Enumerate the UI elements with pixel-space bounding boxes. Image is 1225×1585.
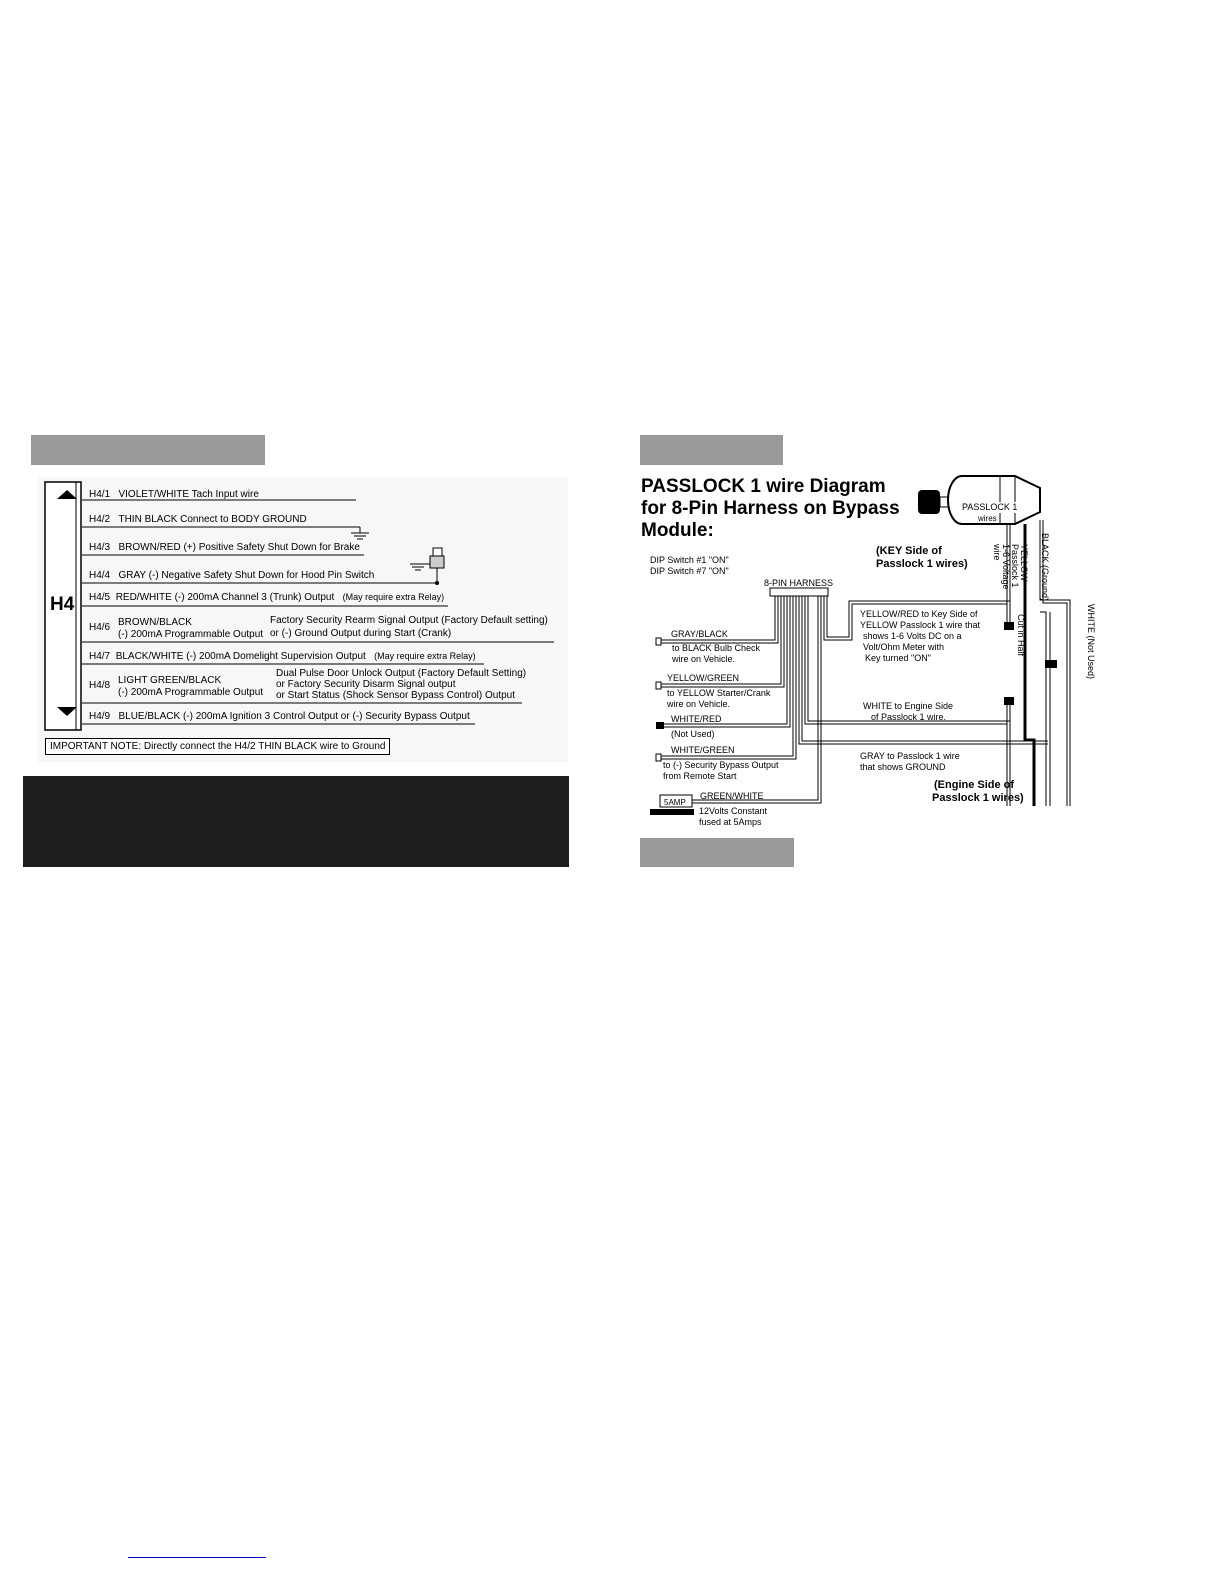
important-note: IMPORTANT NOTE: Directly connect the H4/2 THIN BLACK wire to Ground <box>45 738 390 755</box>
black-ground-vertical: BLACK (Ground) <box>1040 533 1050 602</box>
green-white-desc-2: fused at 5Amps <box>699 817 762 827</box>
pin-h4-6-id: H4/6 <box>89 622 111 633</box>
engine-side-label-2: Passlock 1 wires) <box>932 792 1024 804</box>
pin-note: (May require extra Relay) <box>374 651 476 661</box>
yellow-red-desc-2: YELLOW Passlock 1 wire that <box>860 620 981 630</box>
yellow-line-1: YELLOW <box>1019 544 1029 582</box>
white-red-label: WHITE/RED <box>671 714 722 724</box>
title-line-2: for 8-Pin Harness on Bypass <box>641 498 900 519</box>
pin-desc: BLUE/BLACK (-) 200mA Ignition 3 Control Output or (-) Security Bypass Output <box>118 711 470 722</box>
yellow-passlock-vertical <box>992 544 1028 590</box>
white-not-used-vertical: WHITE (Not Used) <box>1086 604 1096 680</box>
green-white-desc-1: 12Volts Constant <box>699 806 768 816</box>
pin-desc: THIN BLACK Connect to BODY GROUND <box>118 514 307 525</box>
pin-desc: RED/WHITE (-) 200mA Channel 3 (Trunk) Output <box>115 592 335 603</box>
pin-h4-8-line2: (-) 200mA Programmable Output <box>118 687 264 698</box>
yellow-green-desc-1: to YELLOW Starter/Crank <box>667 688 771 698</box>
pin-desc: BLACK/WHITE (-) 200mA Domelight Supervision Output <box>115 651 366 662</box>
pin-id: H4/2 <box>89 514 111 525</box>
pin-h4-6-line1: BROWN/BLACK <box>118 617 192 628</box>
fuse-label: 5AMP <box>664 798 686 807</box>
passlock-wires-label: wires <box>978 514 997 523</box>
pin-note: (May require extra Relay) <box>342 592 445 602</box>
white-engine-desc-2: of Passlock 1 wire. <box>871 712 947 722</box>
harness-label: 8-PIN HARNESS <box>764 578 834 588</box>
yellow-line-2: Passlock 1 <box>1010 544 1020 588</box>
gray-ground-desc-2: that shows GROUND <box>860 762 946 772</box>
passlock-label: PASSLOCK 1 <box>962 502 1018 512</box>
cut-in-half-vertical: Cut in Half <box>1016 614 1026 657</box>
pin-h4-8-id: H4/8 <box>89 680 111 691</box>
pin-desc: BROWN/RED (+) Positive Safety Shut Down for Brake <box>118 542 360 553</box>
title-line-3: Module: <box>641 520 714 541</box>
pin-h4-8-right1: Dual Pulse Door Unlock Output (Factory Default Setting) <box>276 668 527 679</box>
footer-link-underline[interactable] <box>128 1557 266 1558</box>
pin-h4-6-right1: Factory Security Rearm Signal Output (Factory Default setting) <box>270 615 548 626</box>
pin-id: H4/9 <box>89 711 111 722</box>
pin-h4-6-line2: (-) 200mA Programmable Output <box>118 629 264 640</box>
pin-h4-8-right3: or Start Status (Shock Sensor Bypass Control) Output <box>276 690 515 701</box>
yellow-red-desc-3: shows 1-6 Volts DC on a <box>863 631 962 641</box>
yellow-green-label: YELLOW/GREEN <box>667 673 740 683</box>
yellow-red-desc-1: YELLOW/RED to Key Side of <box>860 609 978 619</box>
pin-id: H4/7 <box>89 651 111 662</box>
engine-side-label-1: (Engine Side of <box>934 779 1015 791</box>
pin-id: H4/5 <box>89 592 111 603</box>
yellow-red-desc <box>860 609 980 664</box>
pin-id: H4/4 <box>89 570 111 581</box>
yellow-green-desc-2: wire on Vehicle. <box>667 699 731 709</box>
pin-h4-6-right2: or (-) Ground Output during Start (Crank) <box>270 628 452 639</box>
pin-h4-8-right2: or Factory Security Disarm Signal output <box>276 679 456 690</box>
gray-black-label: GRAY/BLACK <box>671 629 728 639</box>
title-line-1: PASSLOCK 1 wire Diagram <box>641 476 886 497</box>
connector-label: H4 <box>50 594 75 615</box>
pin-desc: GRAY (-) Negative Safety Shut Down for Hood Pin Switch <box>118 570 375 581</box>
key-side-label-2: Passlock 1 wires) <box>876 558 968 570</box>
white-green-desc-2: from Remote Start <box>663 771 737 781</box>
white-green-desc-1: to (-) Security Bypass Output <box>663 760 779 770</box>
white-red-desc: (Not Used) <box>671 729 715 739</box>
pin-desc: VIOLET/WHITE Tach Input wire <box>118 489 259 500</box>
yellow-red-desc-5: Key turned "ON" <box>865 653 931 663</box>
dip-switch-7: DIP Switch #7 "ON" <box>650 566 729 576</box>
dip-switch-1: DIP Switch #1 "ON" <box>650 555 729 565</box>
pin-id: H4/3 <box>89 542 111 553</box>
gray-black-desc-1: to BLACK Bulb Check <box>672 643 761 653</box>
gray-ground-desc-1: GRAY to Passlock 1 wire <box>860 751 960 761</box>
key-side-label-1: (KEY Side of <box>876 545 942 557</box>
green-white-label: GREEN/WHITE <box>700 791 764 801</box>
pin-h4-8-line1: LIGHT GREEN/BLACK <box>118 675 222 686</box>
gray-black-desc-2: wire on Vehicle. <box>672 654 736 664</box>
pin-id: H4/1 <box>89 489 111 500</box>
white-green-label: WHITE/GREEN <box>671 745 735 755</box>
yellow-line-3: 1-6 Voltage <box>1001 544 1011 590</box>
yellow-line-4: wire <box>992 544 1002 561</box>
yellow-red-desc-4: Volt/Ohm Meter with <box>863 642 945 652</box>
white-engine-desc-1: WHITE to Engine Side <box>863 701 954 711</box>
